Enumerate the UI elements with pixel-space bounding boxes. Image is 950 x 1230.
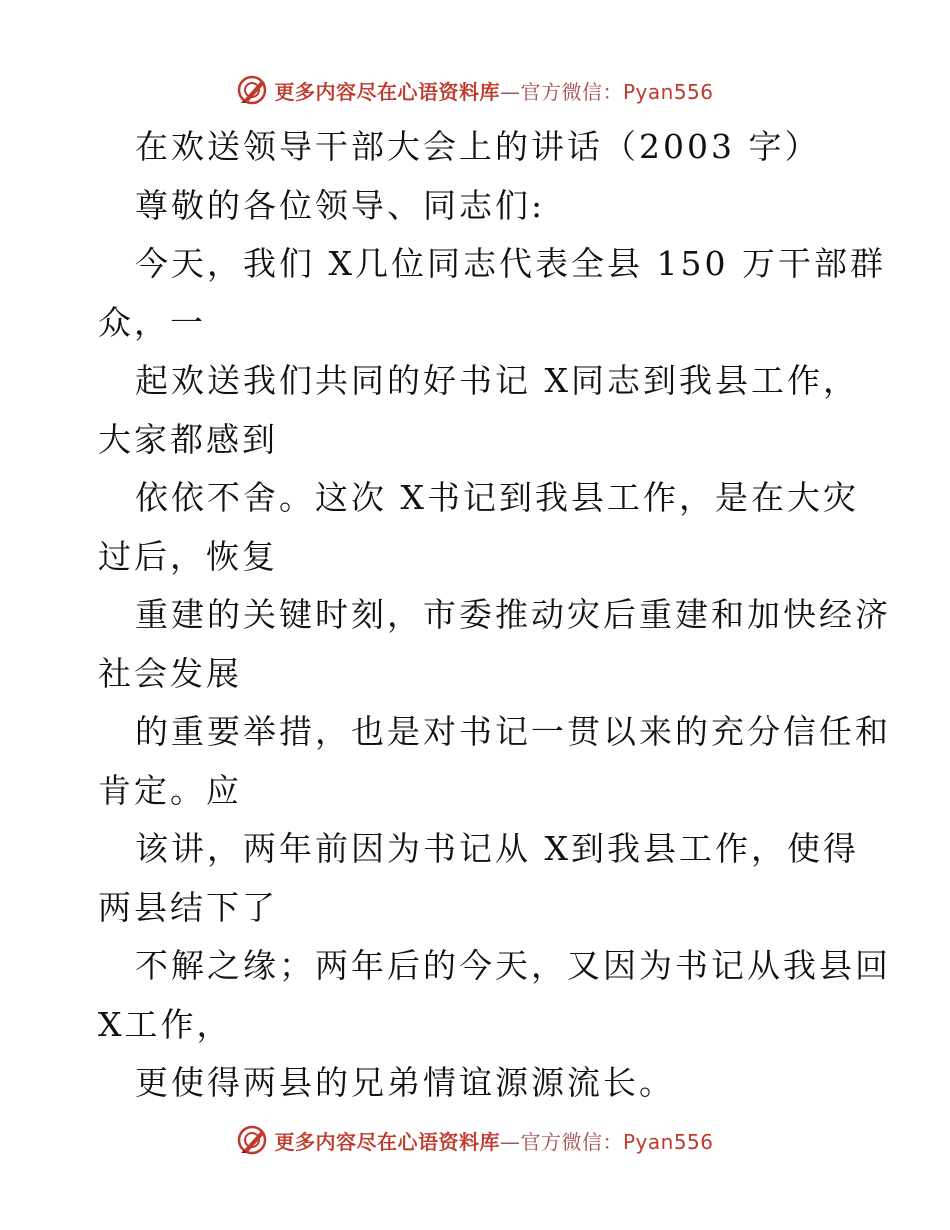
salutation: 尊敬的各位领导、同志们: <box>135 185 546 225</box>
document-title: 在欢送领导干部大会上的讲话（2003 字） <box>135 127 821 166</box>
banner-separator: — <box>499 1129 521 1154</box>
paragraph-line: 重建的关键时刻，市委推动灾后重建和加快经济 <box>135 595 891 634</box>
banner-separator: — <box>499 79 521 104</box>
banner-wechat-label: 官方微信： <box>520 79 623 104</box>
banner-wechat-label: 官方微信： <box>520 1129 623 1154</box>
paragraph-line: X工作， <box>98 1004 233 1044</box>
paragraph-line: 过后，恢复 <box>98 536 278 576</box>
header-banner <box>0 70 950 110</box>
paragraph-line: 依依不舍。这次 X书记到我县工作，是在大灾 <box>135 478 859 517</box>
paragraph-line: 更使得两县的兄弟情谊源源流长。 <box>135 1063 675 1102</box>
banner-wechat-id: Pyan556 <box>622 79 714 104</box>
paragraph-line: 今天，我们 X几位同志代表全县 150 万干部群 <box>135 244 886 283</box>
header-banner-text <box>274 76 713 105</box>
paragraph-line: 起欢送我们共同的好书记 X同志到我县工作， <box>135 361 859 400</box>
banner-slogan: 更多内容尽在心语资料库 <box>274 79 500 104</box>
footer-banner-text <box>274 1126 713 1155</box>
footer-banner <box>0 1120 950 1160</box>
banner-wechat-id: Pyan556 <box>622 1129 714 1154</box>
document-body <box>98 118 891 1113</box>
paragraph-line: 该讲，两年前因为书记从 X到我县工作，使得 <box>135 829 859 868</box>
paragraph-line: 肯定。应 <box>98 770 242 810</box>
paragraph-line: 不解之缘；两年后的今天，又因为书记从我县回 <box>135 946 891 985</box>
red-pen-logo-icon <box>236 74 268 106</box>
banner-slogan: 更多内容尽在心语资料库 <box>274 1129 500 1154</box>
paragraph-line: 众，一 <box>98 302 206 342</box>
paragraph-line: 的重要举措，也是对书记一贯以来的充分信任和 <box>135 712 891 751</box>
red-pen-logo-icon <box>236 1124 268 1156</box>
paragraph-line: 社会发展 <box>98 653 242 693</box>
paragraph-line: 两县结下了 <box>98 887 278 927</box>
paragraph-line: 大家都感到 <box>98 419 278 459</box>
